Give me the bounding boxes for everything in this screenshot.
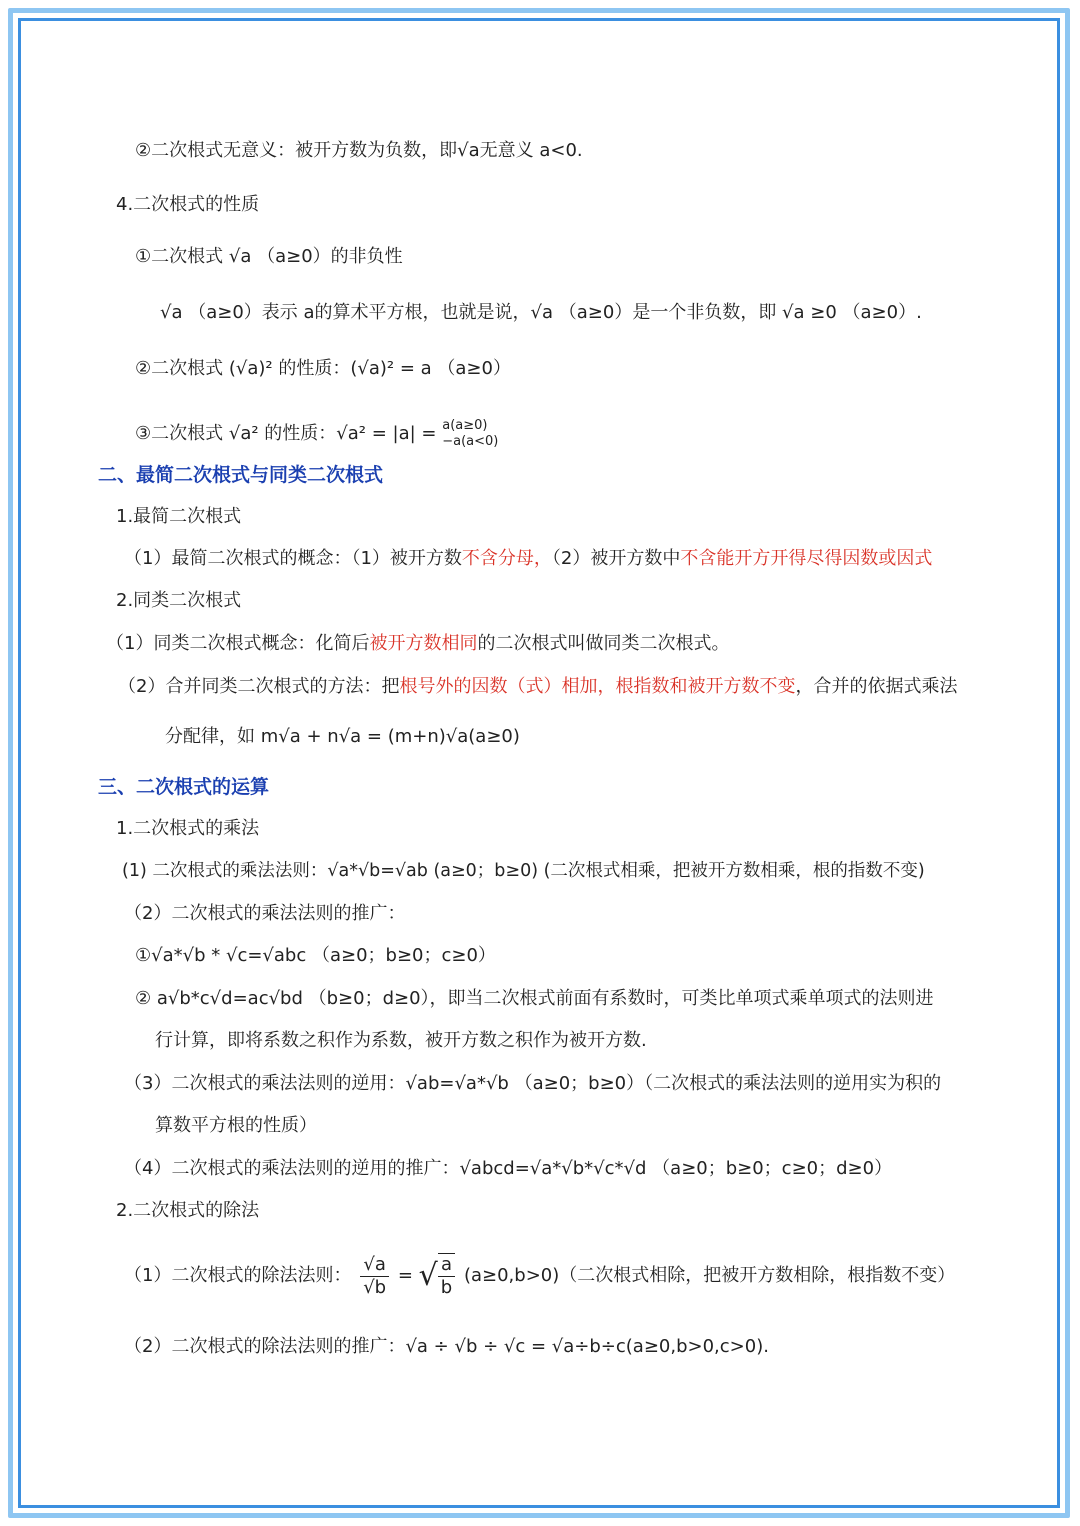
text-line: ② a√b*c√d=ac√bd （b≥0；d≥0），即当二次根式前面有系数时，可类比单项式乘单项式的法则进 xyxy=(135,988,934,1009)
text-segment: ，合并的依据式乘法 xyxy=(795,676,958,697)
highlight-text: 不含分母， xyxy=(461,548,552,569)
text-line: （2）二次根式的乘法法则的推广： xyxy=(124,903,406,924)
text-segment: （1）最简二次根式的概念：（1）被开方数 xyxy=(124,548,462,569)
section-heading: 二、最简二次根式与同类二次根式 xyxy=(98,464,384,486)
formula-line xyxy=(135,418,498,450)
text-line: （3）二次根式的乘法法则的逆用：√ab=√a*√b （a≥0；b≥0）（二次根式的乘法法则的逆用实为积的 xyxy=(124,1073,942,1094)
text-line xyxy=(124,546,932,572)
subsection-title: 1.二次根式的乘法 xyxy=(116,818,260,839)
text-segment: （1）二次根式的除法法则： xyxy=(124,1265,352,1286)
text-segment: （2）合并同类二次根式的方法：把 xyxy=(118,676,400,697)
text-line: 分配律，如 m√a + n√a = (m+n)√a(a≥0) xyxy=(165,726,520,747)
fraction-denominator: √b xyxy=(363,1276,387,1298)
subsection-title: 2.同类二次根式 xyxy=(116,590,242,611)
text-line: 算数平方根的性质） xyxy=(155,1115,317,1136)
subsection-title: 4.二次根式的性质 xyxy=(116,194,260,215)
fraction-numerator: √a xyxy=(360,1254,389,1277)
text-line xyxy=(106,631,729,657)
fraction-denominator: b xyxy=(440,1277,453,1298)
piecewise-cases xyxy=(442,418,498,450)
text-segment: 的二次根式叫做同类二次根式。 xyxy=(477,633,730,654)
text-line: ②二次根式无意义：被开方数为负数，即√a无意义 a<0. xyxy=(135,140,583,161)
fraction-numerator: a xyxy=(438,1254,455,1277)
text-segment: (a≥0,b>0)（二次根式相除，把被开方数相除，根指数不变） xyxy=(463,1265,956,1286)
text-line: ①二次根式 √a （a≥0）的非负性 xyxy=(135,246,403,267)
highlight-text: 根号外的因数（式）相加，根指数和被开方数不变 xyxy=(399,676,796,697)
text-segment: （1）同类二次根式概念：化简后 xyxy=(106,633,370,654)
text-line: （4）二次根式的乘法法则的逆用的推广：√abcd=√a*√b*√c*√d （a≥0；b≥0；c≥0；d≥0） xyxy=(124,1158,893,1179)
highlight-text: 被开方数相同 xyxy=(369,633,478,654)
highlight-text: 不含能开方开得尽得因数或因式 xyxy=(680,548,933,569)
section-heading: 三、二次根式的运算 xyxy=(98,776,270,798)
text-line: √a （a≥0）表示 a的算术平方根，也就是说，√a （a≥0）是一个非负数，即 √a ≥0 （a≥0）. xyxy=(160,302,922,323)
text-line: (1) 二次根式的乘法法则：√a*√b=√ab (a≥0；b≥0) (二次根式相乘，把被开方数相乘，根的指数不变) xyxy=(122,861,925,881)
formula-text: ③二次根式 √a² 的性质：√a² = |a| = xyxy=(135,423,437,444)
fraction xyxy=(360,1254,389,1299)
text-line xyxy=(118,674,957,700)
fraction xyxy=(438,1253,455,1299)
formula-line: ①√a*√b * √c=√abc （a≥0；b≥0；c≥0） xyxy=(135,945,496,966)
subsection-title: 2.二次根式的除法 xyxy=(116,1200,260,1221)
formula-line xyxy=(124,1246,955,1306)
subsection-title: 1.最简二次根式 xyxy=(116,506,242,527)
case-positive: a(a≥0) xyxy=(442,418,488,433)
case-negative: −a(a<0) xyxy=(442,434,499,449)
text-segment: （2）被开方数中 xyxy=(551,548,681,569)
formula-line: ②二次根式 (√a)² 的性质：(√a)² = a （a≥0） xyxy=(135,358,511,379)
equals-sign: = xyxy=(397,1265,413,1286)
formula-line: （2）二次根式的除法法则的推广：√a ÷ √b ÷ √c = √a÷b÷c(a≥0,b>0,c>0). xyxy=(124,1336,769,1357)
text-line: 行计算，即将系数之积作为系数，被开方数之积作为被开方数. xyxy=(155,1030,647,1051)
radical-sign: √ xyxy=(418,1258,438,1293)
